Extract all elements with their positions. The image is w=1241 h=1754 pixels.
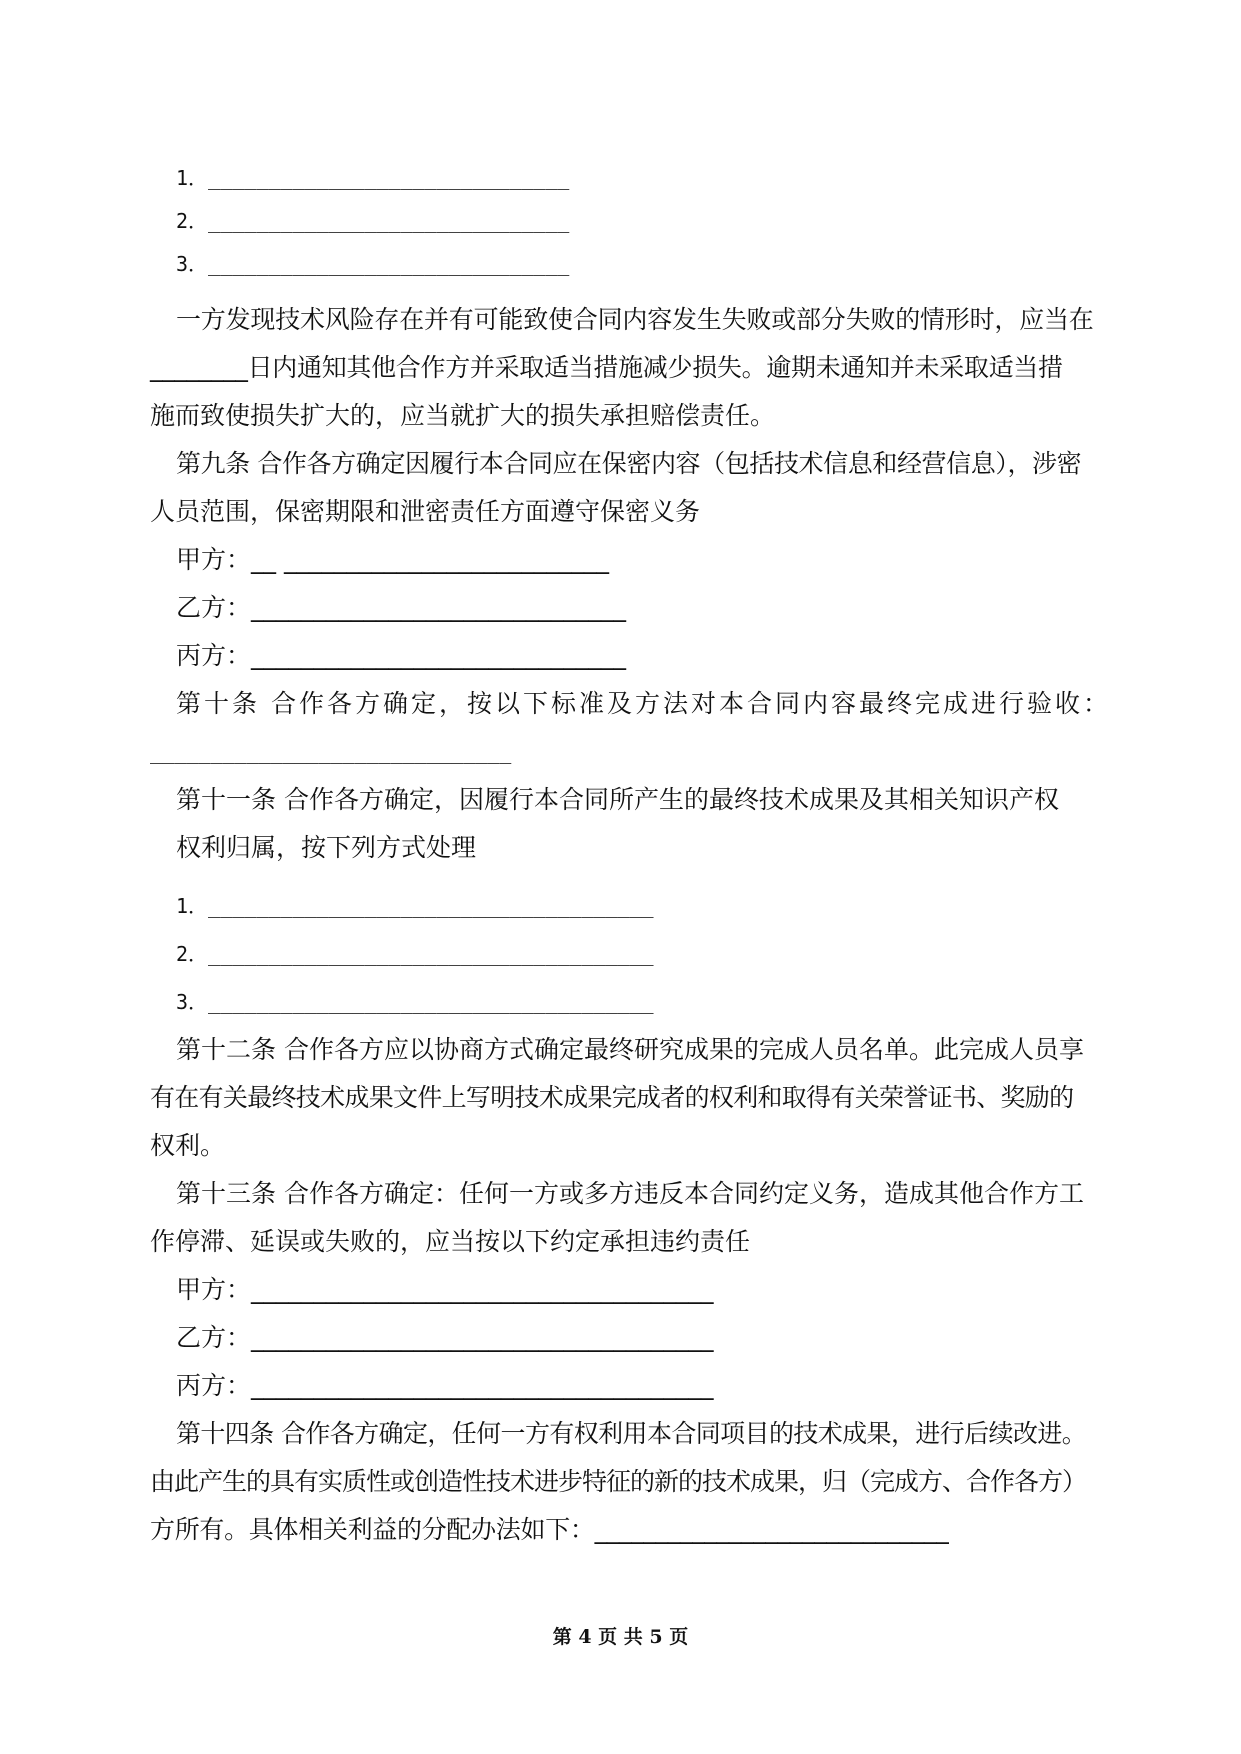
paragraph-line: 方所有。具体相关利益的分配办法如下：_____________________________	[150, 1515, 949, 1544]
article-10-heading: 第十条 合作各方确定，按以下标准及方法对本合同内容最终完成进行验收：	[176, 689, 1111, 718]
article-13-heading: 第十三条 合作各方确定：任何一方或多方违反本合同约定义务，造成其他合作方工	[176, 1179, 1084, 1208]
paragraph-line: ________日内通知其他合作方并采取适当措施减少损失。逾期未通知并未采取适当措	[150, 353, 1063, 382]
party-a-line: 甲方：__ __________________________	[176, 545, 609, 574]
paragraph-line: 人员范围，保密期限和泄密责任方面遵守保密义务	[150, 497, 701, 526]
party-c-line: 丙方：_____________________________________	[176, 1371, 714, 1400]
party-a-line: 甲方：_____________________________________	[176, 1275, 714, 1304]
blank-item-1: 1．_____________________________________	[176, 894, 654, 918]
paragraph-line: 施而致使损失扩大的，应当就扩大的损失承担赔偿责任。	[150, 401, 776, 430]
page-number: 第 4 页 共 5 页	[552, 1626, 689, 1648]
party-c-line: 丙方：______________________________	[176, 641, 627, 670]
blank-item-2: 2．_____________________________________	[176, 942, 654, 966]
paragraph-line: 一方发现技术风险存在并有可能致使合同内容发生失败或部分失败的情形时，应当在	[176, 305, 1094, 334]
blank-item-3: 3．_____________________________________	[176, 990, 654, 1014]
paragraph-line: 由此产生的具有实质性或创造性技术进步特征的新的技术成果，归（完成方、合作各方）	[150, 1467, 1087, 1496]
blank-line: ______________________________	[150, 740, 512, 764]
blank-item-2: 2．______________________________	[176, 209, 570, 233]
article-9-heading: 第九条 合作各方确定因履行本合同应在保密内容（包括技术信息和经营信息），涉密	[176, 449, 1082, 478]
party-b-line: 乙方：_____________________________________	[176, 1323, 714, 1352]
paragraph-line: 权利归属，按下列方式处理	[176, 833, 477, 862]
article-14-heading: 第十四条 合作各方确定，任何一方有权利用本合同项目的技术成果，进行后续改进。	[176, 1419, 1087, 1448]
blank-item-1: 1．______________________________	[176, 166, 570, 190]
article-12-heading: 第十二条 合作各方应以协商方式确定最终研究成果的完成人员名单。此完成人员享	[176, 1035, 1084, 1064]
paragraph-line: 有在有关最终技术成果文件上写明技术成果完成者的权利和取得有关荣誉证书、奖励的	[150, 1083, 1074, 1112]
paragraph-line: 作停滞、延误或失败的，应当按以下约定承担违约责任	[150, 1227, 751, 1256]
blank-item-3: 3．______________________________	[176, 252, 570, 276]
paragraph-line: 权利。	[150, 1131, 226, 1160]
party-b-line: 乙方：______________________________	[176, 593, 627, 622]
article-11-heading: 第十一条 合作各方确定，因履行本合同所产生的最终技术成果及其相关知识产权	[176, 785, 1059, 814]
